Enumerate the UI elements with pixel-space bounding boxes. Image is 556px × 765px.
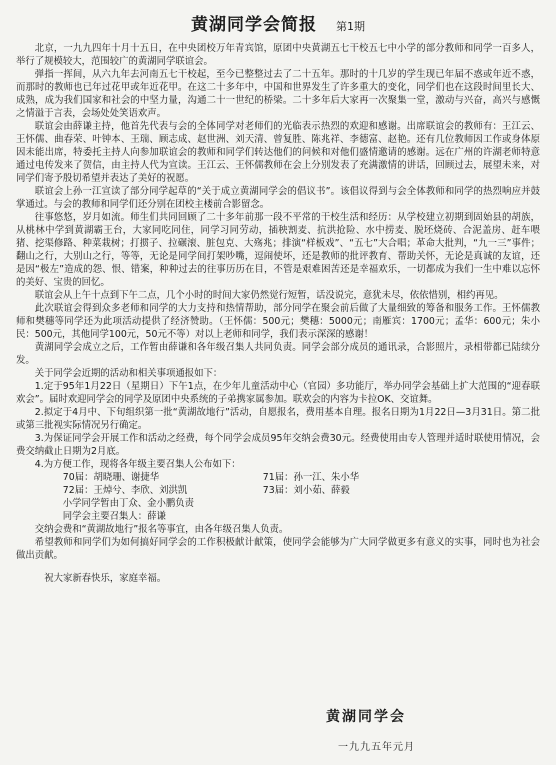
convener-entry: 同学会主要召集人：薛谦 [62,511,166,522]
convener-row [35,471,540,484]
paragraph: 往事悠悠，岁月如流。师生们共同回顾了二十多年前那一段不平常的干校生活和经历：从学校建立初期到固始县的胡族，从桃林中学到黄湖霸王台，大家同吃同住，同学习同劳动，插秧割麦、抗洪抢险、水中捞麦、脱坯烧砖、合泥盖房、赶车喂猪、挖渠修路、种菜栽树；打掼子、拉碾滚、脏包克、大殇兆；排演“样板戏”、“五七”大合唱；革命大批判，“九一三”事件；翻山之行，大别山之行，等等，无论是同学间打架吵嘴，逗闹使坏，还是教师的批评教育、帮助关怀，无论是真诚的友谊，还是因“极左”造成的怨、恨、错案，种种过去的往事历历在目，不管是艰难困苦还是幸福欢乐，一切都成为我们一生中难以忘怀的美好、宝贵的回忆。 [16,212,540,288]
convener-row [35,484,540,497]
convener-entry: 小学同学暂由丁众、金小鹏负责 [62,498,195,509]
issue-number: 第1期 [336,20,366,33]
convener-entry: 72届：王焯兮、李欣、刘洪凯 [62,485,188,496]
paragraph: 交纳会费和“黄湖故地行”报名等事宜，由各年级召集人负责。 [34,524,289,535]
paragraph: 3.为保证同学会开展工作和活动之经费，每个同学会成员95年交纳会费30元。经费使用由专人管理并适时联使用情况，会费交纳截止日期为2月底。 [16,433,540,457]
newsletter-title: 黄湖同学会简报 [190,15,317,35]
paragraph: 联谊会从上午十点到下午二点，几个小时的时间大家仍然觉行短暂，话没说完，意犹未尽，依依惜别，相约再见。 [34,290,504,301]
publish-date: 一九九五年元月 [338,742,415,753]
paragraph: 希望教师和同学们为如何搞好同学会的工作积极献计献策，使同学会能够为广大同学做更多有意义的实事，同时也为社会做出贡献。 [16,537,540,561]
convener-entry: 71届：孙一江、朱小华 [262,472,360,483]
paragraph: 北京，一九九四年十月十五日，在中央团校万年青宾馆，原团中央黄湖五七干校五七中小学的部分教师和同学一百多人，举行了规模较大，范围较广的黄湖同学联谊会。 [16,43,540,67]
signature: 黄湖同学会 [326,709,406,725]
paragraph: 黄湖同学会成立之后，工作暂由薛谦和各年级召集人共同负责。同学会部分成员的通讯录，合影照片，录相带都已陆续分发。 [16,342,540,366]
paragraph: 联谊会上孙一江宣读了部分同学起草的“关于成立黄湖同学会的倡议书”。该倡议得到与会全体教师和同学的热烈响应并鼓掌通过。与会的教师和同学们还分别在团校主楼前合影留念。 [16,186,540,210]
convener-list [35,471,540,523]
paragraph: 联谊会由薛谦主持，他首先代表与会的全体同学对老师们的光临表示热烈的欢迎和感谢。出席联谊会的教师有：王江云、王怀儒、曲春荣、叶钟本、王瑞、顾志成、赵世洲、刘天清、曾复胜、陈兆祥、李德富、赵艳。还有几位教师因工作或身体原因未能出席，特委托主持人向参加联谊会的教师和同学们转达他们的问候和对他们盛情邀请的感谢。远在广州的许湖老师特意通过电传发来了贺信，由主持人代为宣读。王江云、王怀儒教师在会上分别发表了充满激情的讲话，回顾过去，展望未来，对同学们寄予殷切希望并表达了美好的祝愿。 [16,121,540,184]
paragraph: 1.定于95年1月22日（星期日）下午1点，在少年儿童活动中心（官园）多功能厅，举办同学会基础上扩大范围的“迎春联欢会”。届时欢迎同学会的同学及原团中央系统的子弟携家属参加。联欢会的内容为卡拉OK、交谊舞。 [16,381,540,405]
paragraph: 弹指一挥间，从六九年去河南五七干校起，至今已整整过去了二十五年。那时的十几岁的学生现已年届不惑或年近不惑，而那时的教师也已年过花甲或年近花甲。在这二十多年中，中国和世界发生了许多重大的变化，同学们也在这段时间里长大、成熟，成为我们国家和社会的中坚力量，沟通二十一世纪的桥梁。二十多年后大家再一次聚集一堂，激动与兴奋，高兴与感慨之情溢于言表，会场处处笑语欢声。 [16,69,540,119]
greeting: 祝大家新春快乐，家庭幸福。 [44,573,167,584]
paragraph: 4.为方便工作，现将各年级主要召集人公布如下： [34,459,241,470]
convener-entry: 73届：刘小茹、薛毅 [262,485,350,496]
article-body [16,42,540,562]
paragraph: 关于同学会近期的活动和相关事项通报如下： [34,368,223,379]
paragraph: 2.拟定于4月中、下旬组织第一批“黄湖故地行”活动，自愿报名，费用基本自理。报名日期为1月22日—3月31日。第二批或第三批视实际情况另行确定。 [16,407,540,431]
convener-entry: 70届：胡晓珊、谢捷华 [62,472,160,483]
paragraph: 此次联谊会得到众多老师和同学的大力支持和热情帮助，部分同学在聚会前后做了大量细致的筹备和服务工作。王怀儒教师和樊穗等同学还为此项活动提供了经济赞助。（王怀儒：500元；樊穗：5000元；南雁宾：1700元；孟华：600元；朱小民：500元，其他同学100元，50元不等）对以上老师和同学，我们表示深深的感谢！ [16,303,540,340]
masthead [16,12,540,38]
